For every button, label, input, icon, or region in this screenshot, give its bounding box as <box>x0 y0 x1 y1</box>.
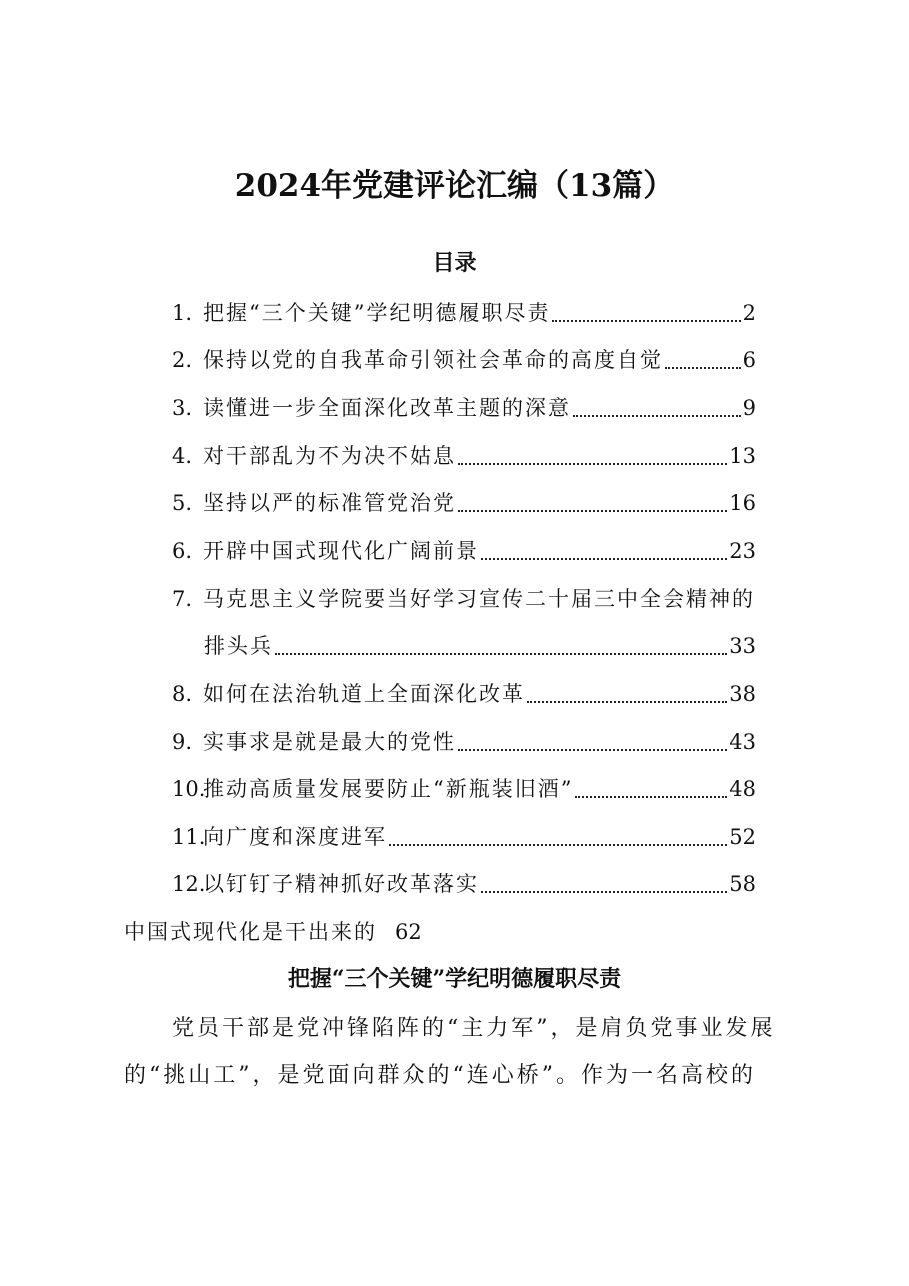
toc-entry-title: 实事求是就是最大的党性 <box>203 730 456 754</box>
toc-entry-1[interactable] <box>172 298 756 328</box>
toc-dot-leader <box>389 844 727 846</box>
toc-entry-6[interactable] <box>172 536 756 566</box>
toc-entry-number: 7. <box>172 587 193 611</box>
toc-entry-page: 48 <box>729 777 756 801</box>
toc-dot-leader <box>552 320 740 322</box>
toc-dot-leader <box>527 701 727 703</box>
toc-entry-number: 3. <box>172 396 193 420</box>
toc-entry-title: 把握“三个关键”学纪明德履职尽责 <box>203 301 551 325</box>
document-title: 2024年党建评论汇编（13篇） <box>234 168 675 204</box>
toc-entry-5[interactable] <box>172 488 756 518</box>
toc-entry-number: 8. <box>172 682 193 706</box>
toc-entry-number: 9. <box>172 730 193 754</box>
toc-entry-10[interactable] <box>172 774 756 804</box>
toc-entry-number: 6. <box>172 539 193 563</box>
toc-entry-number: 4. <box>172 444 193 468</box>
toc-entry-number: 2. <box>172 348 193 372</box>
toc-entry-13[interactable] <box>124 917 422 947</box>
toc-entry-title-continued: 排头兵 <box>204 634 273 658</box>
toc-entry-page: 2 <box>742 301 756 325</box>
toc-entry-9[interactable] <box>172 727 756 757</box>
toc-entry-page: 58 <box>729 872 756 896</box>
toc-entry-title: 推动高质量发展要防止“新瓶装旧酒” <box>203 777 574 801</box>
toc-entry-page: 6 <box>742 348 756 372</box>
toc-entry-page: 52 <box>729 825 756 849</box>
toc-entry-page: 16 <box>729 491 756 515</box>
toc-entry-title: 向广度和深度进军 <box>203 825 387 849</box>
body-paragraph-line: 的“挑山工”，是党面向群众的“连心桥”。作为一名高校的 <box>124 1063 756 1088</box>
toc-dot-leader <box>275 653 727 655</box>
toc-dot-leader <box>665 367 741 369</box>
toc-entry-title: 以钉钉子精神抓好改革落实 <box>203 872 479 896</box>
toc-entry-page: 13 <box>729 444 756 468</box>
toc-entry-page: 23 <box>729 539 756 563</box>
toc-dot-leader <box>481 558 727 560</box>
toc-entry-title: 马克思主义学院要当好学习宣传二十届三中全会精神的 <box>203 587 755 611</box>
toc-entry-3[interactable] <box>172 393 756 423</box>
toc-entry-11[interactable] <box>172 822 756 852</box>
body-paragraph-line: 党员干部是党冲锋陷阵的“主力军”，是肩负党事业发展 <box>172 1016 776 1041</box>
toc-entry-title: 中国式现代化是干出来的 <box>124 920 377 944</box>
toc-entry-page: 38 <box>729 682 756 706</box>
toc-entry-title: 读懂进一步全面深化改革主题的深意 <box>203 396 571 420</box>
toc-dot-leader <box>573 415 741 417</box>
toc-entry-number: 11. <box>172 825 206 849</box>
toc-entry-number: 1. <box>172 301 193 325</box>
toc-entry-page: 33 <box>729 634 756 658</box>
toc-entry-7-continued[interactable] <box>204 631 756 661</box>
toc-entry-page: 43 <box>729 730 756 754</box>
toc-entry-page: 9 <box>742 396 756 420</box>
toc-entry-page: 62 <box>395 920 422 944</box>
toc-entry-number: 12. <box>172 872 206 896</box>
toc-dot-leader <box>458 749 727 751</box>
toc-entry-12[interactable] <box>172 869 756 899</box>
toc-dot-leader <box>458 463 727 465</box>
toc-dot-leader <box>575 796 727 798</box>
toc-entry-2[interactable] <box>172 345 756 375</box>
toc-entry-title: 对干部乱为不为决不姑息 <box>203 444 456 468</box>
toc-entry-title: 开辟中国式现代化广阔前景 <box>203 539 479 563</box>
toc-entry-4[interactable] <box>172 441 756 471</box>
toc-entry-8[interactable] <box>172 679 756 709</box>
toc-entry-number: 10. <box>172 777 206 801</box>
toc-entry-title: 如何在法治轨道上全面深化改革 <box>203 682 525 706</box>
toc-entry-title: 保持以党的自我革命引领社会革命的高度自觉 <box>203 348 663 372</box>
toc-entry-title: 坚持以严的标准管党治党 <box>203 491 456 515</box>
toc-entry-number: 5. <box>172 491 193 515</box>
toc-entry-7[interactable] <box>172 584 792 614</box>
section-heading: 把握“三个关键”学纪明德履职尽责 <box>287 966 622 992</box>
toc-dot-leader <box>458 510 727 512</box>
toc-dot-leader <box>481 891 727 893</box>
toc-heading: 目录 <box>432 250 477 276</box>
